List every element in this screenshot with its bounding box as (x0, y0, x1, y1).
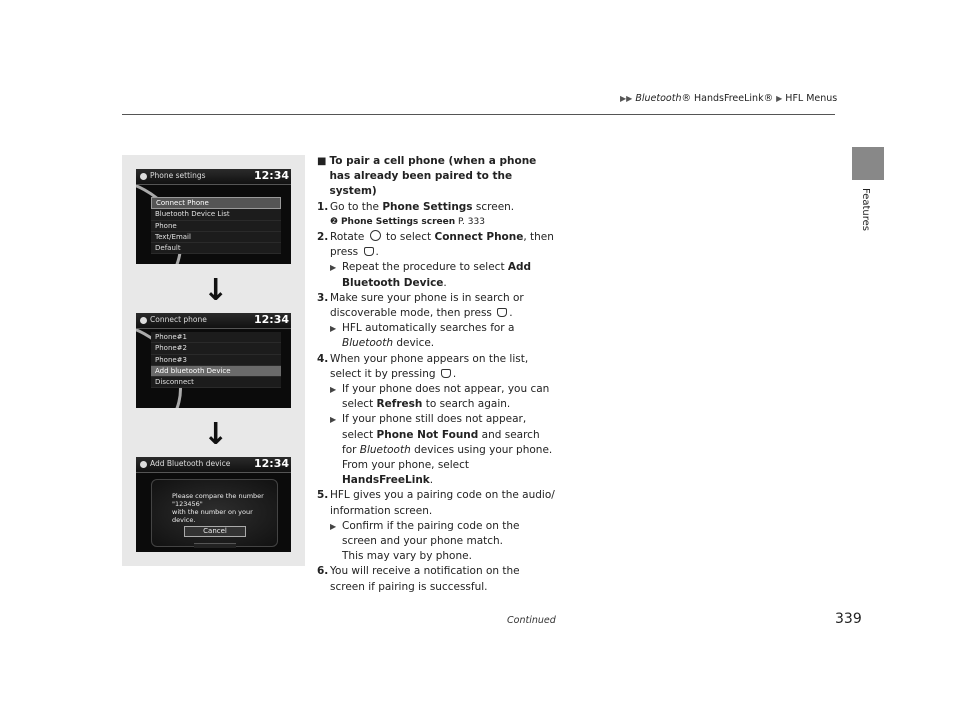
menu-dot-icon (140, 317, 147, 324)
menu-item: Add bluetooth Device (151, 366, 281, 377)
reference-icon: ❷ (330, 216, 341, 227)
step-2-note: ▶ Repeat the procedure to select Add Bluetooth Device. (317, 260, 557, 290)
screen-connect-phone (136, 313, 291, 408)
screen-clock: 12:34 (253, 313, 289, 326)
interface-dial-icon (370, 230, 381, 241)
step-5: 5. HFL gives you a pairing code on the audio/ information screen. (317, 489, 555, 517)
step-5-note-cont: This may vary by phone. (342, 550, 472, 563)
arrow-bullet-icon: ▶ (330, 324, 337, 334)
section-label: Features (860, 188, 871, 231)
menu-item: Phone (151, 221, 281, 232)
press-button-icon (497, 308, 507, 317)
breadcrumb (620, 93, 837, 104)
breadcrumb-arrow-icon: ▶▶ (620, 94, 633, 103)
menu-item: Phone#2 (151, 343, 281, 354)
header-rule (122, 114, 835, 115)
continued-label: Continued (507, 615, 556, 626)
screen-add-bluetooth-device (136, 457, 291, 552)
breadcrumb-handsfreelink: ® HandsFreeLink® (681, 93, 774, 104)
arrow-bullet-icon: ▶ (330, 263, 337, 273)
square-bullet-icon: ■ (317, 156, 327, 167)
menu-item: Phone#3 (151, 355, 281, 366)
menu-item: Bluetooth Device List (151, 209, 281, 220)
section-heading: ■ To pair a cell phone (when a phone has already been paired to the system) (317, 154, 557, 200)
screen-clock: 12:34 (253, 169, 289, 182)
step-4-note-2: ▶ If your phone still does not appear, select Phone Not Found and search for Bluetooth devices using your phone. (317, 412, 557, 458)
step-6: 6. You will receive a notification on the screen if pairing is successful. (317, 565, 520, 593)
pairing-dialog (151, 479, 278, 547)
cancel-button: Cancel (184, 526, 246, 537)
press-button-icon (441, 369, 451, 378)
screen-title: Add Bluetooth device (150, 459, 231, 468)
screen-title: Connect phone (150, 315, 207, 324)
menu-dot-icon (140, 461, 147, 468)
menu-item: Text/Email (151, 232, 281, 243)
screen-title: Phone settings (150, 171, 206, 180)
step-3-note: ▶ HFL automatically searches for a Bluetooth device. (317, 321, 557, 351)
menu-item: Phone#1 (151, 332, 281, 343)
breadcrumb-bluetooth: Bluetooth (635, 93, 682, 104)
menu-item: Default (151, 243, 281, 254)
breadcrumb-hfl-menus: HFL Menus (785, 93, 838, 104)
screen-header (136, 169, 291, 185)
screen-header (136, 457, 291, 473)
instructions (317, 154, 557, 595)
menu-item: Disconnect (151, 377, 281, 388)
down-arrow-icon: ↓ (203, 417, 229, 452)
step-1: 1. Go to the Phone Settings screen. (317, 200, 515, 213)
arrow-bullet-icon: ▶ (330, 521, 337, 531)
screen-phone-settings (136, 169, 291, 264)
pairing-message: Please compare the number "123456" with the number on your device. (172, 492, 264, 524)
breadcrumb-arrow-icon: ▶ (776, 94, 783, 103)
menu-dot-icon (140, 173, 147, 180)
step-4-note-1: ▶ If your phone does not appear, you can select Refresh to search again. (317, 382, 557, 412)
arrow-bullet-icon: ▶ (330, 415, 337, 425)
screen-clock: 12:34 (253, 457, 289, 470)
step-4-note-2-cont: From your phone, select HandsFreeLink. (342, 459, 470, 487)
menu-item: Connect Phone (151, 197, 281, 209)
step-5-note: ▶ Confirm if the pairing code on the screen and your phone match. (317, 519, 557, 549)
step-2: 2. Rotate to select Connect Phone, then press . (317, 231, 554, 259)
screen-header (136, 313, 291, 329)
press-button-icon (364, 247, 374, 256)
step-3: 3. Make sure your phone is in search or discoverable mode, then press . (317, 291, 524, 320)
section-tab (852, 147, 884, 180)
cross-reference: ❷ Phone Settings screen P. 333 (330, 216, 485, 227)
page-number: 339 (835, 611, 862, 627)
menu-list (151, 332, 281, 388)
step-4: 4. When your phone appears on the list, select it by pressing . (317, 352, 529, 380)
arrow-bullet-icon: ▶ (330, 385, 337, 395)
dialog-bar (194, 543, 236, 548)
down-arrow-icon: ↓ (203, 273, 229, 308)
menu-list (151, 197, 281, 254)
